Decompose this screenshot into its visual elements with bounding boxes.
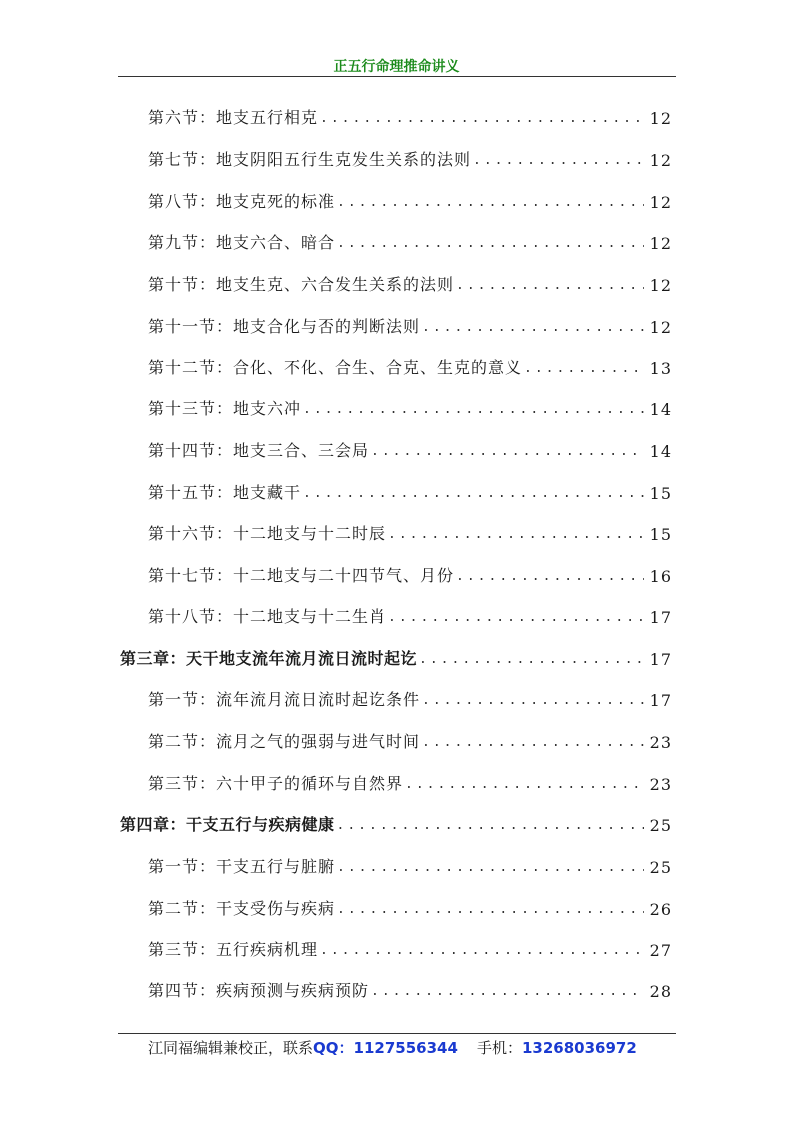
toc-entry-page: 12 <box>649 276 672 295</box>
toc-entry-page: 15 <box>649 484 672 503</box>
leader-dots <box>456 572 644 582</box>
toc-entry-page: 12 <box>649 234 672 253</box>
toc-chapter-title: 第三章：天干地支流年流月流日流时起讫 <box>120 649 418 668</box>
toc-entry-page: 27 <box>649 941 672 960</box>
leader-dots <box>419 655 644 665</box>
toc-entry[interactable] <box>148 188 672 212</box>
leader-dots <box>422 323 644 333</box>
toc-entry[interactable] <box>148 728 672 752</box>
leader-dots <box>320 946 644 956</box>
leader-dots <box>320 114 644 124</box>
toc-entry-title: 第七节：地支阴阳五行生克发生关系的法则 <box>148 150 472 169</box>
toc-entry[interactable] <box>148 229 672 253</box>
toc-entry-page: 23 <box>649 775 672 794</box>
toc-entry-title: 第三节：五行疾病机理 <box>148 940 319 959</box>
footer-qq: 1127556344 <box>353 1039 458 1057</box>
toc-entry[interactable] <box>148 479 672 503</box>
leader-dots <box>303 405 644 415</box>
toc-entry[interactable] <box>148 770 672 794</box>
toc-entry[interactable] <box>148 313 672 337</box>
footer-editor: 江同福编辑兼校正，联系 <box>148 1039 314 1057</box>
toc-entry[interactable] <box>148 895 672 919</box>
leader-dots <box>524 364 644 374</box>
toc-entry[interactable] <box>148 395 672 419</box>
toc-entry[interactable] <box>148 936 672 960</box>
leader-dots <box>337 198 644 208</box>
footer-rule <box>118 1033 676 1034</box>
toc-entry-title: 第二节：流月之气的强弱与进气时间 <box>148 732 421 751</box>
footer-qq-label: QQ： <box>313 1039 354 1057</box>
leader-dots <box>405 780 644 790</box>
toc-entry-title: 第八节：地支克死的标准 <box>148 192 336 211</box>
leader-dots <box>388 613 644 623</box>
leader-dots <box>422 738 644 748</box>
toc-entry-title: 第一节：干支五行与脏腑 <box>148 857 336 876</box>
toc-entry-title: 第九节：地支六合、暗合 <box>148 233 336 252</box>
toc-entry-title: 第十四节：地支三合、三会局 <box>148 441 370 460</box>
toc-entry[interactable] <box>148 437 672 461</box>
leader-dots <box>388 530 644 540</box>
toc-entry[interactable] <box>148 977 672 1001</box>
leader-dots <box>371 447 644 457</box>
toc-entry-page: 25 <box>649 858 672 877</box>
toc-entry[interactable] <box>148 271 672 295</box>
toc-entry-title: 第十八节：十二地支与十二生肖 <box>148 607 387 626</box>
header-rule <box>118 76 676 77</box>
toc-entry-page: 25 <box>649 816 672 835</box>
toc-entry-page: 14 <box>649 442 672 461</box>
toc-entry[interactable] <box>148 146 672 170</box>
leader-dots <box>371 987 644 997</box>
toc-entry-title: 第四节：疾病预测与疾病预防 <box>148 981 370 1000</box>
toc-entry-title: 第十三节：地支六冲 <box>148 399 302 418</box>
leader-dots <box>337 863 644 873</box>
toc-entry-page: 17 <box>649 650 672 669</box>
toc-entry-page: 16 <box>649 567 672 586</box>
toc-entry-page: 26 <box>649 900 672 919</box>
toc-chapter-entry[interactable] <box>120 811 672 835</box>
toc-entry[interactable] <box>148 603 672 627</box>
toc-entry-page: 14 <box>649 400 672 419</box>
toc-entry-page: 12 <box>649 318 672 337</box>
toc-entry-page: 23 <box>649 733 672 752</box>
toc-entry-title: 第十节：地支生克、六合发生关系的法则 <box>148 275 455 294</box>
toc-entry[interactable] <box>148 354 672 378</box>
toc-entry-title: 第十七节：十二地支与二十四节气、月份 <box>148 566 455 585</box>
toc-entry-title: 第十二节：合化、不化、合生、合克、生克的意义 <box>148 358 523 377</box>
leader-dots <box>473 156 644 166</box>
toc-entry-title: 第十一节：地支合化与否的判断法则 <box>148 317 421 336</box>
toc-entry-page: 28 <box>649 982 672 1001</box>
toc-entry-title: 第三节：六十甲子的循环与自然界 <box>148 774 404 793</box>
toc-chapter-title: 第四章：干支五行与疾病健康 <box>120 815 335 834</box>
toc-entry-page: 17 <box>649 608 672 627</box>
leader-dots <box>337 905 644 915</box>
leader-dots <box>303 489 644 499</box>
footer-phone-label: 手机： <box>476 1039 522 1057</box>
toc-entry[interactable] <box>148 104 672 128</box>
leader-dots <box>337 821 644 831</box>
leader-dots <box>422 696 644 706</box>
toc-entry-page: 15 <box>649 525 672 544</box>
toc-entry[interactable] <box>148 686 672 710</box>
toc-entry[interactable] <box>148 853 672 877</box>
toc-entry-page: 17 <box>649 691 672 710</box>
toc-entry-title: 第十六节：十二地支与十二时辰 <box>148 524 387 543</box>
toc-entry-page: 12 <box>649 193 672 212</box>
toc-entry-page: 12 <box>649 151 672 170</box>
toc-entry[interactable] <box>148 562 672 586</box>
leader-dots <box>337 239 644 249</box>
toc-chapter-entry[interactable] <box>120 645 672 669</box>
toc-entry-title: 第二节：干支受伤与疾病 <box>148 899 336 918</box>
toc-entry-page: 13 <box>649 359 672 378</box>
toc-entry-title: 第十五节：地支藏干 <box>148 483 302 502</box>
toc-entry-title: 第六节：地支五行相克 <box>148 108 319 127</box>
toc-entry-title: 第一节：流年流月流日流时起讫条件 <box>148 690 421 709</box>
leader-dots <box>456 281 644 291</box>
footer-phone: 13268036972 <box>522 1039 637 1057</box>
page-header-title: 正五行命理推命讲义 <box>333 59 460 75</box>
page-footer <box>148 1037 637 1058</box>
toc-entry[interactable] <box>148 520 672 544</box>
toc-entry-page: 12 <box>649 109 672 128</box>
